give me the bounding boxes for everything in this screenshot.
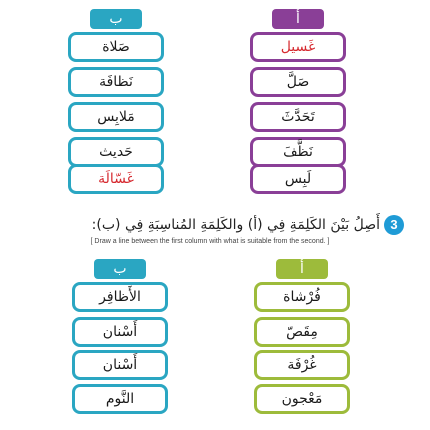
column-header-b: ب [90,9,142,29]
word-box[interactable]: مَلابِس [68,102,164,132]
word-box[interactable]: غُرْفَة [254,350,350,380]
word-box[interactable]: نَظافَة [68,67,164,97]
word-box[interactable]: غَسّالَة [68,164,164,194]
question-row [0,215,430,237]
word-box[interactable]: الأَظافِر [72,282,168,312]
word-box[interactable]: تَحَدَّثَ [250,102,346,132]
word-box[interactable]: لَبِس [250,164,346,194]
word-box[interactable]: مِقَصّ [254,317,350,347]
column-header-b: ب [94,259,146,279]
question-instruction-english: [ Draw a line between the first column with what is suitable from the second. ] [90,238,330,245]
word-box[interactable]: غَسيل [250,32,346,62]
word-box[interactable]: صَلَّ [250,67,346,97]
word-box[interactable]: مَعْجون [254,384,350,414]
column-header-a: أ [276,259,328,279]
column-header-a: أ [272,9,324,29]
word-box[interactable]: نَظَّفَ [250,137,346,167]
question-instruction-arabic: أَصِلُ بَيْنَ الكَلِمَةِ فِي (أ) والكَلِمَةِ المُناسِبَةِ فِي (ب): [91,217,380,233]
word-box[interactable]: النَّوم [72,384,168,414]
word-box[interactable]: صَلاة [68,32,164,62]
word-box[interactable]: حَديث [68,137,164,167]
word-box[interactable]: أَسْنان [72,350,168,380]
question-number-badge: 3 [384,215,404,235]
word-box[interactable]: فُرْشاة [254,282,350,312]
word-box[interactable]: أَسْنان [72,317,168,347]
